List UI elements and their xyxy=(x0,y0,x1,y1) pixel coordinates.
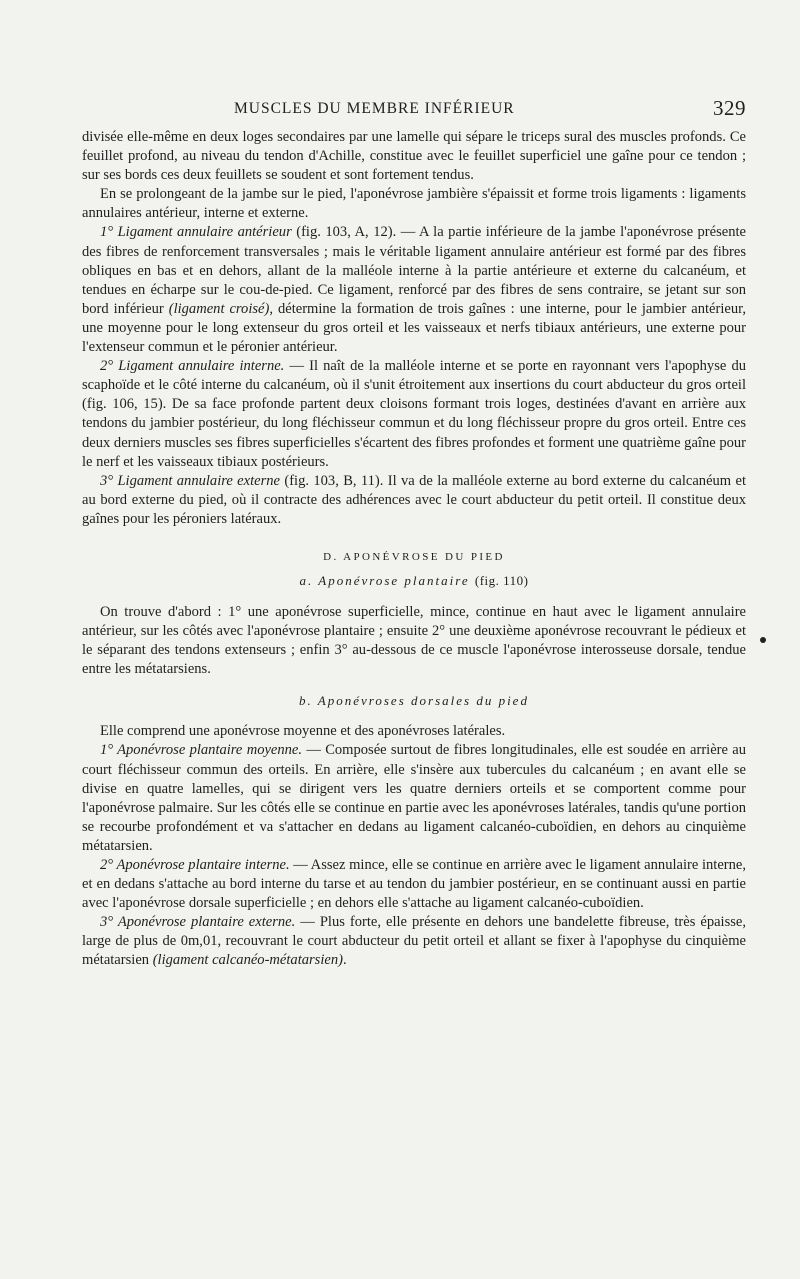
external-plantar-text: — Plus forte, elle présente en dehors une bandelette fibreuse, très épaisse, large de plus de 0m,01, recouvrant le court abducteur du petit orteil et allant se fixer à l'apophyse du cinquième métatarsien xyxy=(82,914,747,969)
section-heading-foot-aponeurosis: D. APONÉVROSE DU PIED xyxy=(323,550,505,563)
internal-ligament-heading: 2° Ligament annulaire interne. xyxy=(100,358,285,375)
page-number: 329 xyxy=(713,96,746,120)
calcaneo-metatarsal-term: (ligament calcanéo-métatarsien) xyxy=(152,952,343,969)
subheading-plantar-label: a. Aponévrose plantaire xyxy=(299,572,470,588)
anterior-ligament-text-a: (fig. 103, A, 12). — A la partie inférieure de la jambe l'aponévrose présente des fibres de renforcement transversales ; mais le véritable ligament annulaire antérieur est formé par des fibres obliques en bas et en dehors, allant de la malléole interne à la partie antérieure et externe du calcanéum, et tendues en écharpe sur le cou-de-pied. Ce ligament, renforcé par des fibres de sens contraire, se jetant sur son bord inférieur xyxy=(82,224,746,317)
internal-ligament-text: — Il naît de la malléole interne et se porte en rayonnant vers l'apophyse du scaphoïde et le côté interne du calcanéum, où il s'unit étroitement aux insertions du court abducteur du gros orteil (fig. 106, 15). De sa face profonde partent deux cloisons formant trois loges, destinées d'avant en arrière aux tendons du jambier postérieur, du long fléchisseur commun et du long fléchisseur propre du gros orteil. Entre ces deux derniers muscles ses fibres superficielles s'écartent des fibres profondes et forment une quatrième gaîne pour le nerf et les vaisseaux tibiaux postérieurs. xyxy=(82,358,746,470)
subheading-plantar-aponeurosis xyxy=(82,573,746,589)
margin-mark xyxy=(760,637,766,643)
middle-plantar-text: — Composée surtout de fibres longitudinales, elle est soudée en arrière au court fléchisseur commun des orteils. En arrière, elle s'insère aux tubercules du calcanéum ; en avant elle se divise en quatre lamelles, qui se dirigent vers les quatre derniers orteils et se comportent comme pour l'aponévrose palmaire. Sur les côtés elle se continue en partie avec les aponévroses latérales, tandis qu'une portion se recourbe profondément et va s'attacher en dedans au ligament calcanéo-cuboïdien, en dehors au cinquième métatarsien. xyxy=(82,742,747,854)
running-title: MUSCLES DU MEMBRE INFÉRIEUR xyxy=(234,100,515,117)
paragraph-external-ligament xyxy=(82,472,746,529)
paragraph-plantar-intro: Elle comprend une aponévrose moyenne et des aponévroses latérales. xyxy=(100,723,506,740)
external-plantar-heading: 3° Aponévrose plantaire externe. xyxy=(100,914,296,931)
paragraph-anterior-ligament xyxy=(82,223,746,357)
paragraph-middle-plantar xyxy=(82,741,746,856)
anterior-ligament-text-b: , détermine la formation de trois gaînes : une interne, pour le jambier antérieur, une moyenne pour le long extenseur du gros orteil et les vaisseaux et nerfs tibiaux antérieurs, une externe pour l'extenseur commun et le péronier antérieur. xyxy=(82,300,747,356)
paragraph-internal-ligament xyxy=(82,357,746,472)
crossed-ligament-term: (ligament croisé) xyxy=(168,300,270,317)
internal-plantar-text: — Assez mince, elle se continue en arrière avec le ligament annulaire interne, et en dedans s'attache au bord interne du tarse et au tendon du jambier postérieur, en se continuant aussi en partie avec l'aponévrose dorsale superficielle ; en dehors elle s'attache au ligament calcanéo-cuboïdien. xyxy=(82,857,746,912)
paragraph-superficial-aponeurosis: On trouve d'abord : 1° une aponévrose superficielle, mince, continue en haut avec le ligament annulaire antérieur, sur les côtés avec l'aponévrose plantaire ; ensuite 2° une deuxième aponévrose recouvrant le pédieux et le séparant des tendons extenseurs ; enfin 3° au-dessous de ce muscle l'aponévrose interosseuse dorsale, tendue entre les métatarsiens. xyxy=(82,603,746,678)
external-ligament-text: (fig. 103, B, 11). Il va de la malléole externe au bord externe du calcanéum et au bord externe du pied, où il contracte des adhérences avec le court abducteur du petit orteil. Il constitue deux gaînes pour les péroniers latéraux. xyxy=(82,472,746,527)
anterior-ligament-heading: 1° Ligament annulaire antérieur xyxy=(100,224,292,241)
external-plantar-end: . xyxy=(342,952,347,969)
internal-plantar-heading: 2° Aponévrose plantaire interne. xyxy=(100,857,290,873)
paragraph-aponeurosis-extension: En se prolongeant de la jambe sur le pied, l'aponévrose jambière s'épaissit et forme trois ligaments : ligaments annulaires antérieur, interne et externe. xyxy=(82,186,746,222)
subheading-plantar-figref: (fig. 110) xyxy=(474,572,529,588)
paragraph-external-plantar xyxy=(82,913,746,970)
paragraph-continuation: divisée elle-même en deux loges secondaires par une lamelle qui sépare le triceps sural des muscles profonds. Ce feuillet profond, au niveau du tendon d'Achille, constitue avec le feuillet superficiel une gaîne pour ce tendon ; sur ses bords ces deux feuillets se soudent et sont fortement tendus. xyxy=(82,129,746,184)
external-ligament-heading: 3° Ligament annulaire externe xyxy=(100,472,280,489)
running-header xyxy=(82,96,746,124)
paragraph-internal-plantar xyxy=(82,856,746,913)
subheading-dorsal-aponeuroses: b. Aponévroses dorsales du pied xyxy=(299,693,529,709)
middle-plantar-heading: 1° Aponévrose plantaire moyenne. xyxy=(100,742,303,759)
